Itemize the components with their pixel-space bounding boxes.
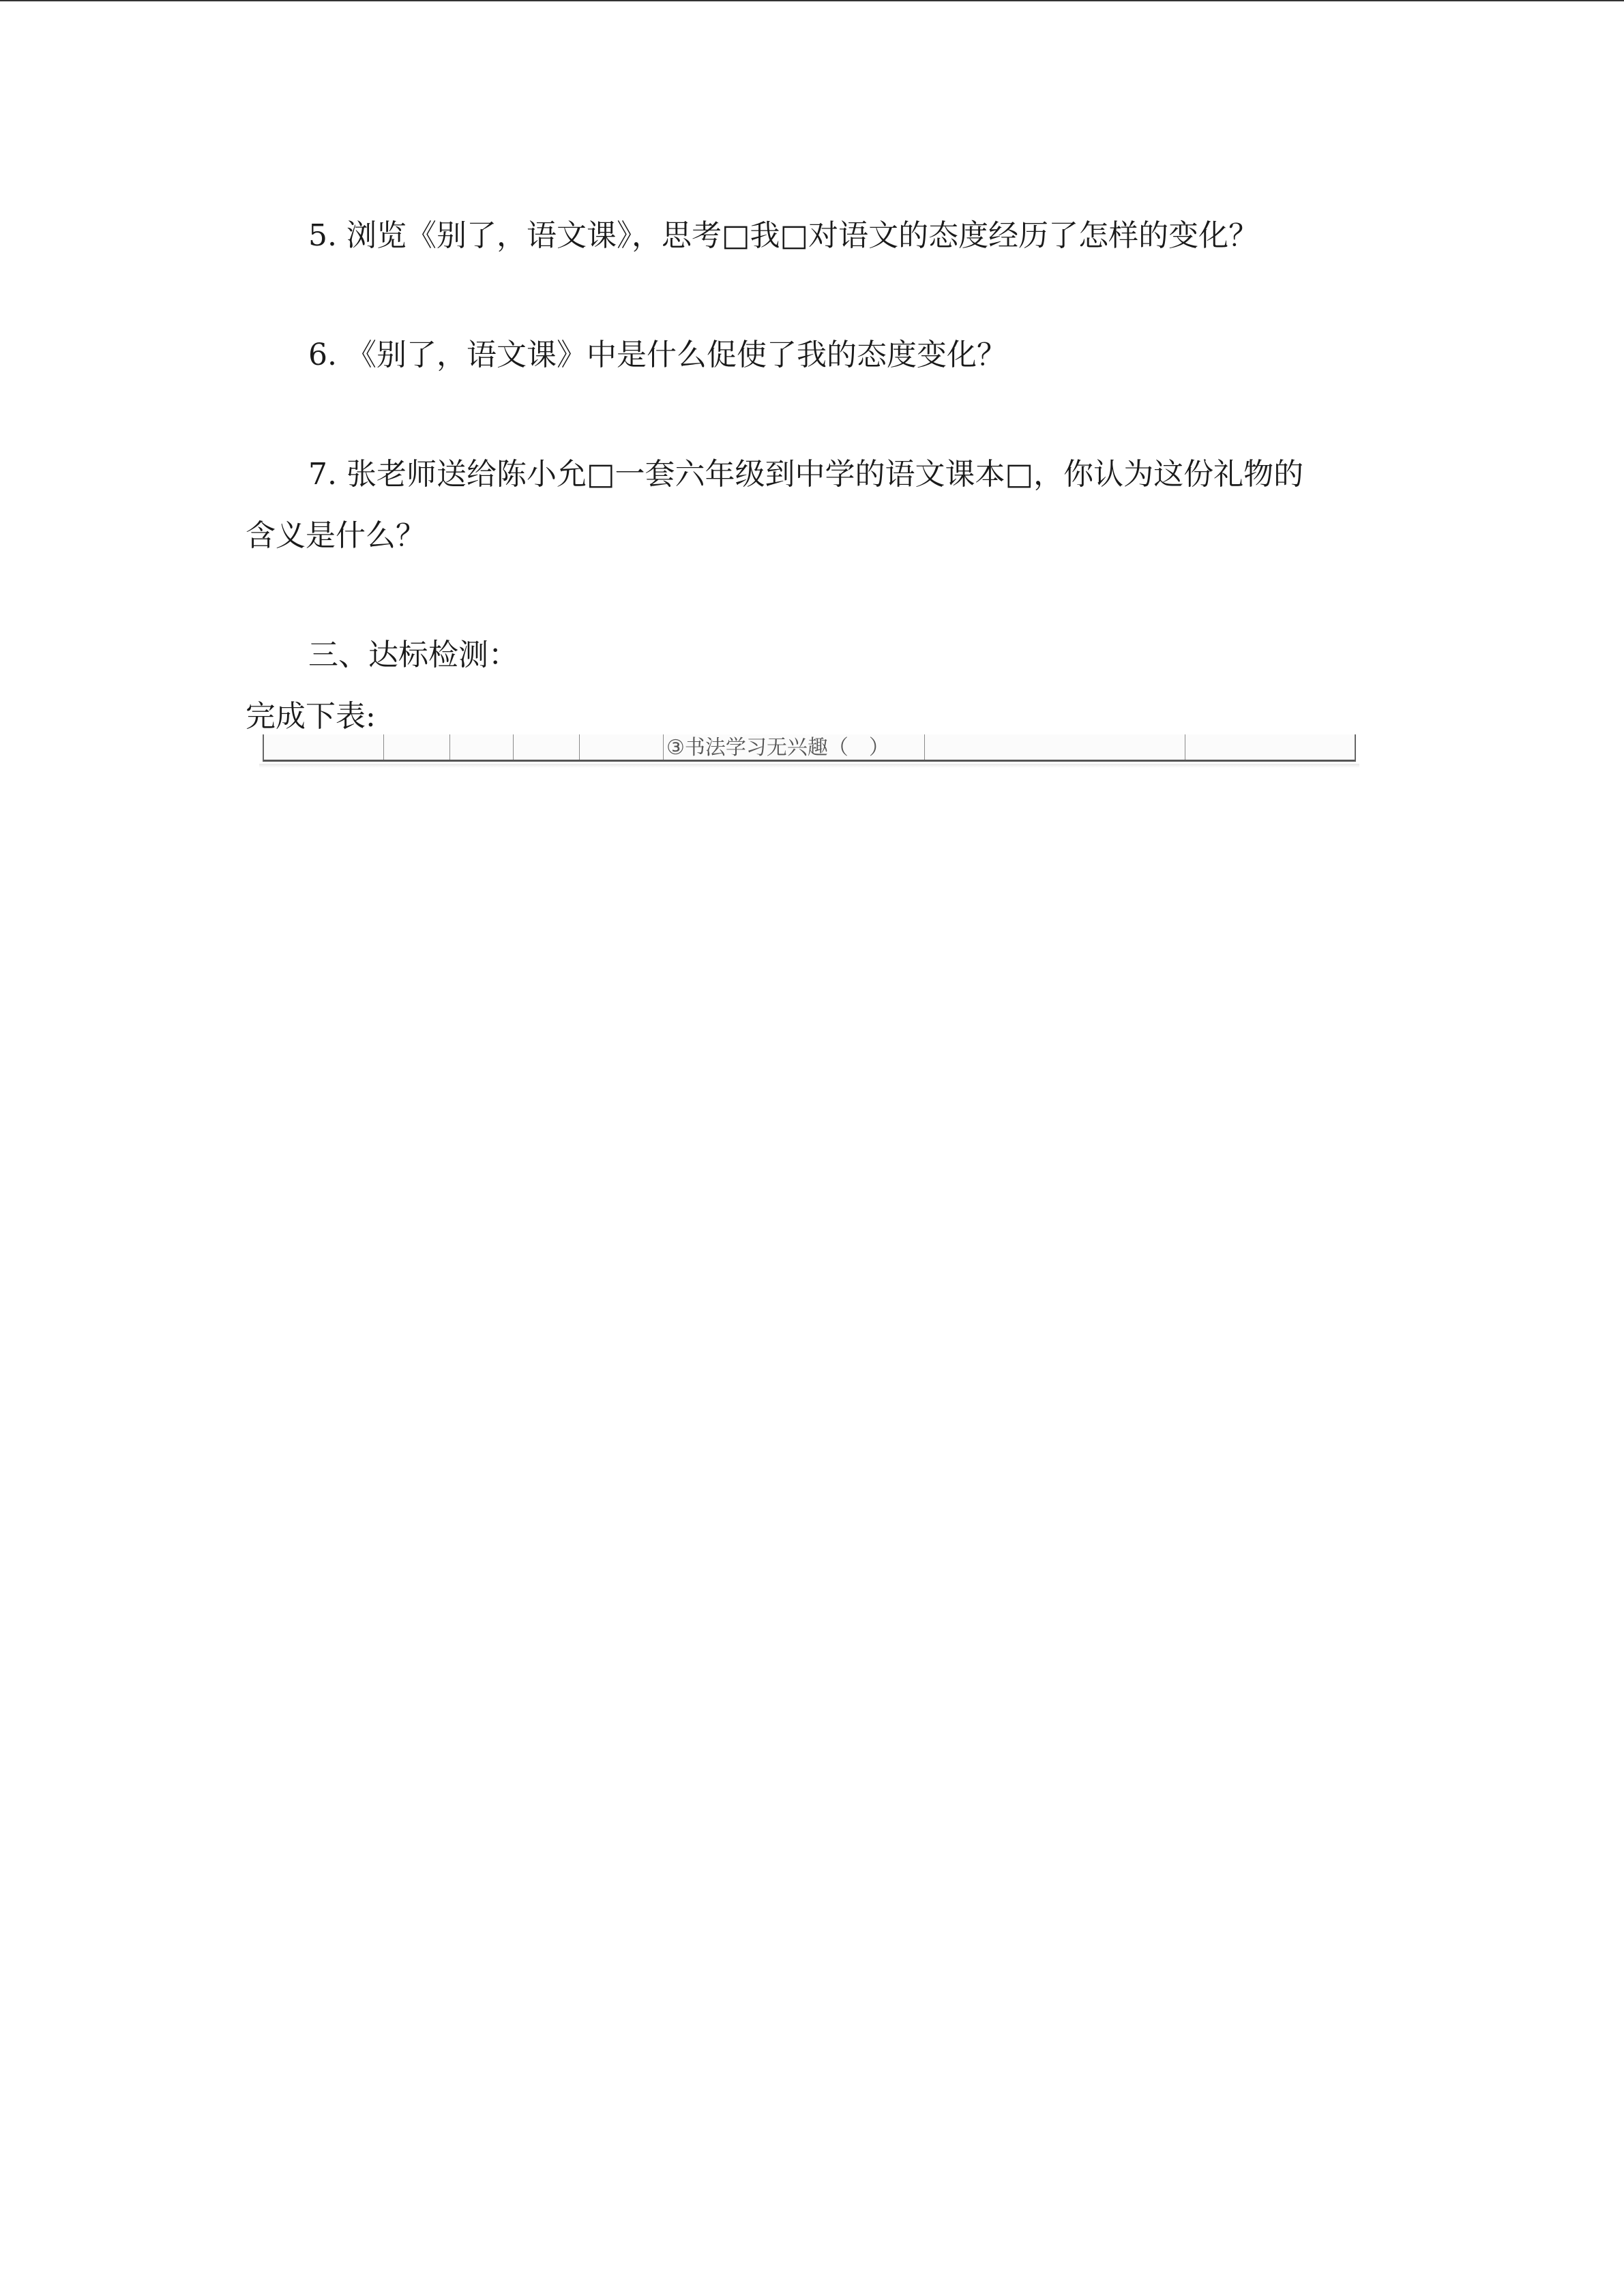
table-column-divider	[383, 734, 384, 762]
section-3-instruction: 完成下表:	[246, 699, 376, 734]
scan-shadow	[259, 764, 1359, 768]
table-cell-text: ③书法学习无兴趣（ ）	[666, 736, 889, 760]
question-6: 6. 《别了，语文课》中是什么促使了我的态度变化？	[308, 338, 1007, 372]
section-3-heading: 三、达标检测：	[308, 638, 518, 672]
table-image-fragment	[263, 734, 1356, 762]
question-7-line-2: 含义是什么？	[246, 518, 426, 553]
table-column-divider	[513, 734, 514, 762]
table-column-divider	[924, 734, 925, 762]
table-column-divider	[449, 734, 450, 762]
question-7-line-1: 7. 张老师送给陈小允□一套六年级到中学的语文课本□，你认为这份礼物的	[308, 457, 1304, 492]
table-column-divider	[579, 734, 580, 762]
question-5: 5. 浏览《别了，语文课》，思考□我□对语文的态度经历了怎样的变化？	[308, 218, 1259, 253]
table-column-divider	[663, 734, 664, 762]
